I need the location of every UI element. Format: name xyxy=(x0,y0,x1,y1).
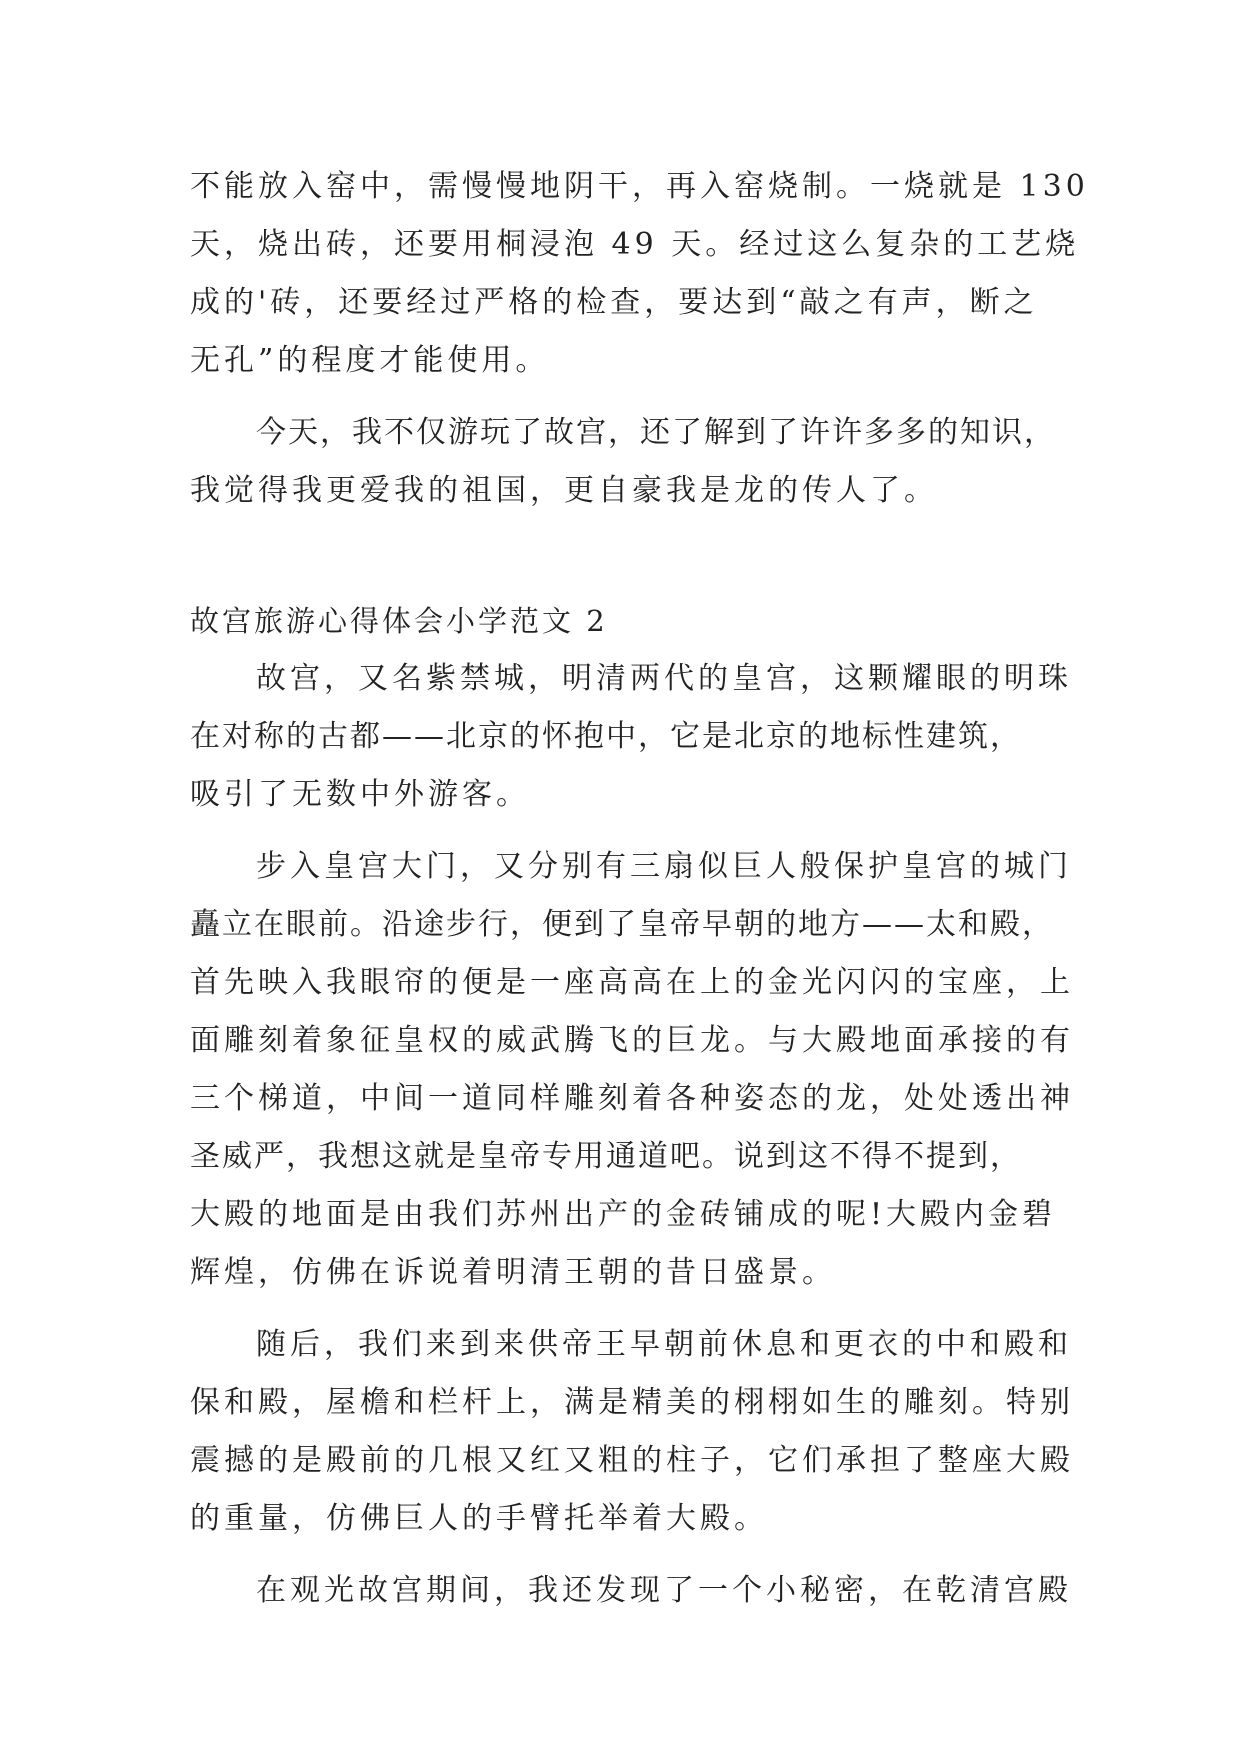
text-line: 圣威严，我想这就是皇帝专用通道吧。说到这不得不提到， xyxy=(190,1139,1022,1174)
paragraph-secret xyxy=(190,1562,1070,1620)
text-line: 面雕刻着象征皇权的威武腾飞的巨龙。与大殿地面承接的有 xyxy=(190,1023,1074,1058)
text-line: 辉煌，仿佛在诉说着明清王朝的昔日盛景。 xyxy=(190,1255,836,1290)
text-line: 今天，我不仅游玩了故宫，还了解到了许许多多的知识， xyxy=(256,415,1056,450)
paragraph-halls xyxy=(190,1316,1074,1548)
text-line: 不能放入窑中，需慢慢地阴干，再入窑烧制。一烧就是 130 xyxy=(190,169,1089,204)
paragraph-brick-making xyxy=(190,158,1089,390)
text-line: 的重量，仿佛巨人的手臂托举着大殿。 xyxy=(190,1501,768,1536)
text-line: 矗立在眼前。沿途步行，便到了皇帝早朝的地方——太和殿， xyxy=(190,907,1054,942)
text-line: 成的'砖，还要经过严格的检查，要达到“敲之有声，断之 xyxy=(190,285,1038,320)
paragraph-gate xyxy=(190,838,1074,1302)
text-line: 无孔”的程度才能使用。 xyxy=(190,343,550,378)
text-line: 天，烧出砖，还要用桐浸泡 49 天。经过这么复杂的工艺烧 xyxy=(190,227,1080,262)
paragraph-spacer xyxy=(190,824,1070,838)
text-line: 随后，我们来到来供帝王早朝前休息和更衣的中和殿和 xyxy=(256,1327,1072,1362)
paragraph-spacer xyxy=(190,1548,1070,1562)
text-line: 三个梯道，中间一道同样雕刻着各种姿态的龙，处处透出神 xyxy=(190,1081,1074,1116)
paragraph-intro xyxy=(190,650,1070,824)
document-body xyxy=(190,158,1089,1620)
text-line: 震撼的是殿前的几根又红又粗的柱子，它们承担了整座大殿 xyxy=(190,1443,1074,1478)
section-title: 故宫旅游心得体会小学范文 2 xyxy=(190,604,608,638)
text-line: 在观光故宫期间，我还发现了一个小秘密，在乾清宫殿 xyxy=(256,1573,1072,1608)
text-line: 大殿的地面是由我们苏州出产的金砖铺成的呢!大殿内金碧 xyxy=(190,1197,1057,1232)
text-line: 吸引了无数中外游客。 xyxy=(190,777,530,812)
paragraph-today xyxy=(190,404,1070,520)
text-line: 在对称的古都——北京的怀抱中，它是北京的地标性建筑， xyxy=(190,719,1022,754)
text-line: 我觉得我更爱我的祖国，更自豪我是龙的传人了。 xyxy=(190,473,938,508)
paragraph-spacer xyxy=(190,390,1070,404)
text-line: 故宫，又名紫禁城，明清两代的皇宫，这颗耀眼的明珠 xyxy=(256,661,1072,696)
section-spacer xyxy=(190,520,1070,592)
text-line: 步入皇宫大门，又分别有三扇似巨人般保护皇宫的城门 xyxy=(256,849,1072,884)
text-line: 首先映入我眼帘的便是一座高高在上的金光闪闪的宝座，上 xyxy=(190,965,1074,1000)
paragraph-spacer xyxy=(190,1302,1070,1316)
text-line: 保和殿，屋檐和栏杆上，满是精美的栩栩如生的雕刻。特别 xyxy=(190,1385,1074,1420)
